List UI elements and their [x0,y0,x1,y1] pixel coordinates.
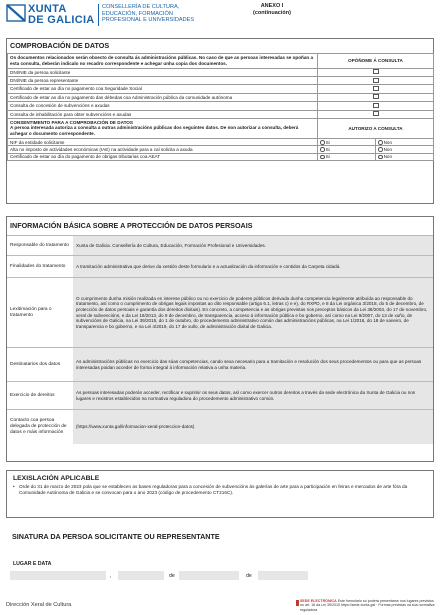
info-label: Destinatarios dos datos [7,348,73,382]
bullet-icon: • [13,484,15,489]
no-radio[interactable] [378,147,383,152]
legislation-item: • Orde do 31 de marzo de 2023 pola que se establecen as bases reguladoras para a concesión de subvencións ás galerías de arte para a participación en feiras e mercados de arte fóra da Comunidade Autónoma de Galicia e se convocan para o ano 2023 (código de procedemento CT216C). [13,484,408,495]
xunta-logo-icon [6,4,26,22]
logo-line2: DE GALICIA [28,14,95,26]
privacy-link[interactable]: (https://www.xunta.gal/informacion-xeral-proteccion-datos) [73,410,433,444]
opt-out-checkbox[interactable] [373,78,379,83]
department-name: CONSELLERÍA DE CULTURA, EDUCACIÓN, FORMACIÓN PROFESIONAL E UNIVERSIDADES [102,4,195,23]
opt-out-checkbox[interactable] [373,94,379,99]
data-protection-table [7,235,433,444]
no-option[interactable]: Non [376,153,434,160]
yes-radio[interactable] [320,147,325,152]
authorize-item: NIF da entidade solicitante [8,139,318,146]
authorize-item: Alta no imposto de actividades económicas (IAE) na actividade para a cal solicita a axuda [8,146,318,153]
logo-divider [98,4,99,26]
annex-label: ANEXO I (continuación) [253,3,291,16]
logo-line1: XUNTA [28,3,67,15]
page-header [6,2,436,32]
info-value: O cumprimento dunha misión realizada en interese público ou no exercicio de poderes públicos derivada dunha competencia legalmente atribuída ao responsable do tratamento, así como o cumprimento de obrigas legais impostas ao dito responsable (artigo 6.1, letras c) e e), do RXPD, e 8 da Lei orgánica 3/2018, do 5 de decembro, de protección de datos persoais e garantía dos dereitos dixitais). En concreto, a competencia e as obrigas previstas nos preceptos básicos da Lei 38/2003, do 17 de novembro, xeral de subvencións, e da Lei 19/2013, do 9 de decembro, de transparencia, acceso á información pública e bo goberno, así como na Lei 9/2007, do 13 de xuño, de subvencións de Galicia, na Lei 39/2015, do 1 de outubro, do procedemento administrativo común das administracións públicas, na Lei 1/2016, do 18 de xaneiro, de transparencia e bo goberno, e na Lei 4/2019, do 17 de xullo, de administración dixital de Galicia. [73,278,433,348]
date-separator: , [110,573,112,579]
opt-out-intro: Os documentos relacionados serán obxecto de consulta ás administracións públicas. No caso de que as persoas interesadas se opoñan a esta consulta, deberán indicalo no recadro correspondente e achegar unha copia dos documentos. [8,54,318,69]
no-radio[interactable] [378,155,383,160]
section-title: INFORMACIÓN BÁSICA SOBRE A PROTECCIÓN DE DATOS PERSOAIS [10,221,253,230]
authorize-intro: A persoa interesada autoriza a consulta a outras administracións públicas dos seguintes datos. De non autorizar a consulta, deberá achegar o documento correspondente. [10,125,299,137]
yes-radio[interactable] [320,155,325,160]
section-title: SINATURA DA PERSOA SOLICITANTE OU REPRESENTANTE [12,532,220,541]
opt-out-item: Certificado de estar ao día no pagamento das débedas coa Administración pública da comunidade autónoma [8,93,318,101]
footer-department: Dirección Xeral de Cultura [6,602,72,608]
opt-out-checkbox[interactable] [373,69,379,74]
opt-out-checkbox[interactable] [373,103,379,108]
yes-option[interactable]: Si [318,139,376,146]
yes-option[interactable]: Si [318,153,376,160]
opt-out-item: Consulta de concesión de subvencións e axudas [8,102,318,110]
month-field[interactable] [179,571,239,580]
opt-out-checkbox[interactable] [373,111,379,116]
data-protection-section [6,216,434,462]
info-label: Finalidades do tratamento [7,256,73,278]
opt-out-item: Consulta de inhabilitación para obter subvencións e axudas [8,110,318,118]
info-label: Contacto coa persoa delegada de protección de datos e máis información [7,410,73,444]
info-label: Exercicio de dereitos [7,382,73,410]
place-field[interactable] [10,571,106,580]
info-value: A tramitación administrativa que derive da xestión deste formulario e a actualización da información e contidos da Carpeta cidadá. [73,256,433,278]
yes-radio[interactable] [320,140,325,145]
e-office-label: SEDE ELECTRÓNICA [300,599,337,603]
seal-icon [296,600,299,606]
authorize-header: AUTORIZO A CONSULTA [318,119,434,139]
section-title: LEXISLACIÓN APLICABLE [13,475,100,482]
info-value: As persoas interesadas poderán acceder, rectificar e suprimir os seus datos, así como exercer outros dereitos a través da sede electrónica da Xunta de Galicia ou nos lugares e rexistros establecidos na normativa reguladora do procedemento administrativo común. [73,382,433,410]
date-separator: de [169,573,175,579]
authorize-title: CONSENTIMENTO PARA A COMPROBACIÓN DE DATOS [10,120,133,126]
info-label: Lexitimación para o tratamento [7,278,73,348]
no-radio[interactable] [378,140,383,145]
info-value: Xunta de Galicia. Consellería de Cultura, Educación, Formación Profesional e Universidades. [73,236,433,256]
opt-out-item: Certificado de estar ao día no pagamento coa Seguridade Social [8,85,318,93]
authorize-item: Certificado de estar ao día do pagamento de obrigas tributarias coa AEAT [8,153,318,160]
opt-out-checkbox[interactable] [373,86,379,91]
info-label: Responsable do tratamento [7,236,73,256]
date-separator: de [246,573,252,579]
no-option[interactable]: Non [376,139,434,146]
day-field[interactable] [118,571,164,580]
no-option[interactable]: Non [376,146,434,153]
yes-option[interactable]: Si [318,146,376,153]
data-check-section [6,38,434,204]
opt-out-item: DNI/NIE da persoa representante [8,77,318,85]
info-value: As administracións públicas no exercicio das súas competencias, cando sexa necesario para a tramitación e resolución dos seus procedementos ou para que as persoas interesadas poidan acceder de forma integral á información relativa a unha materia. [73,348,433,382]
opt-out-item: DNI/NIE da persoa solicitante [8,68,318,76]
signature-section [6,526,434,592]
data-check-table [7,53,434,161]
legislation-section [6,470,434,518]
opt-out-header: OPÓÑOME Á CONSULTA [318,54,434,69]
section-title: COMPROBACIÓN DE DATOS [10,41,110,50]
footer-note: SEDE ELECTRÓNICA Este formulario só poderá presentarse nos lugares previstos no art. 16 da Lei 39/2015 https://sede.xunta.gal · Formas previstas na súa normativa reguladora [300,599,435,612]
year-field[interactable] [258,571,308,580]
place-date-label: LUGAR E DATA [13,561,52,567]
